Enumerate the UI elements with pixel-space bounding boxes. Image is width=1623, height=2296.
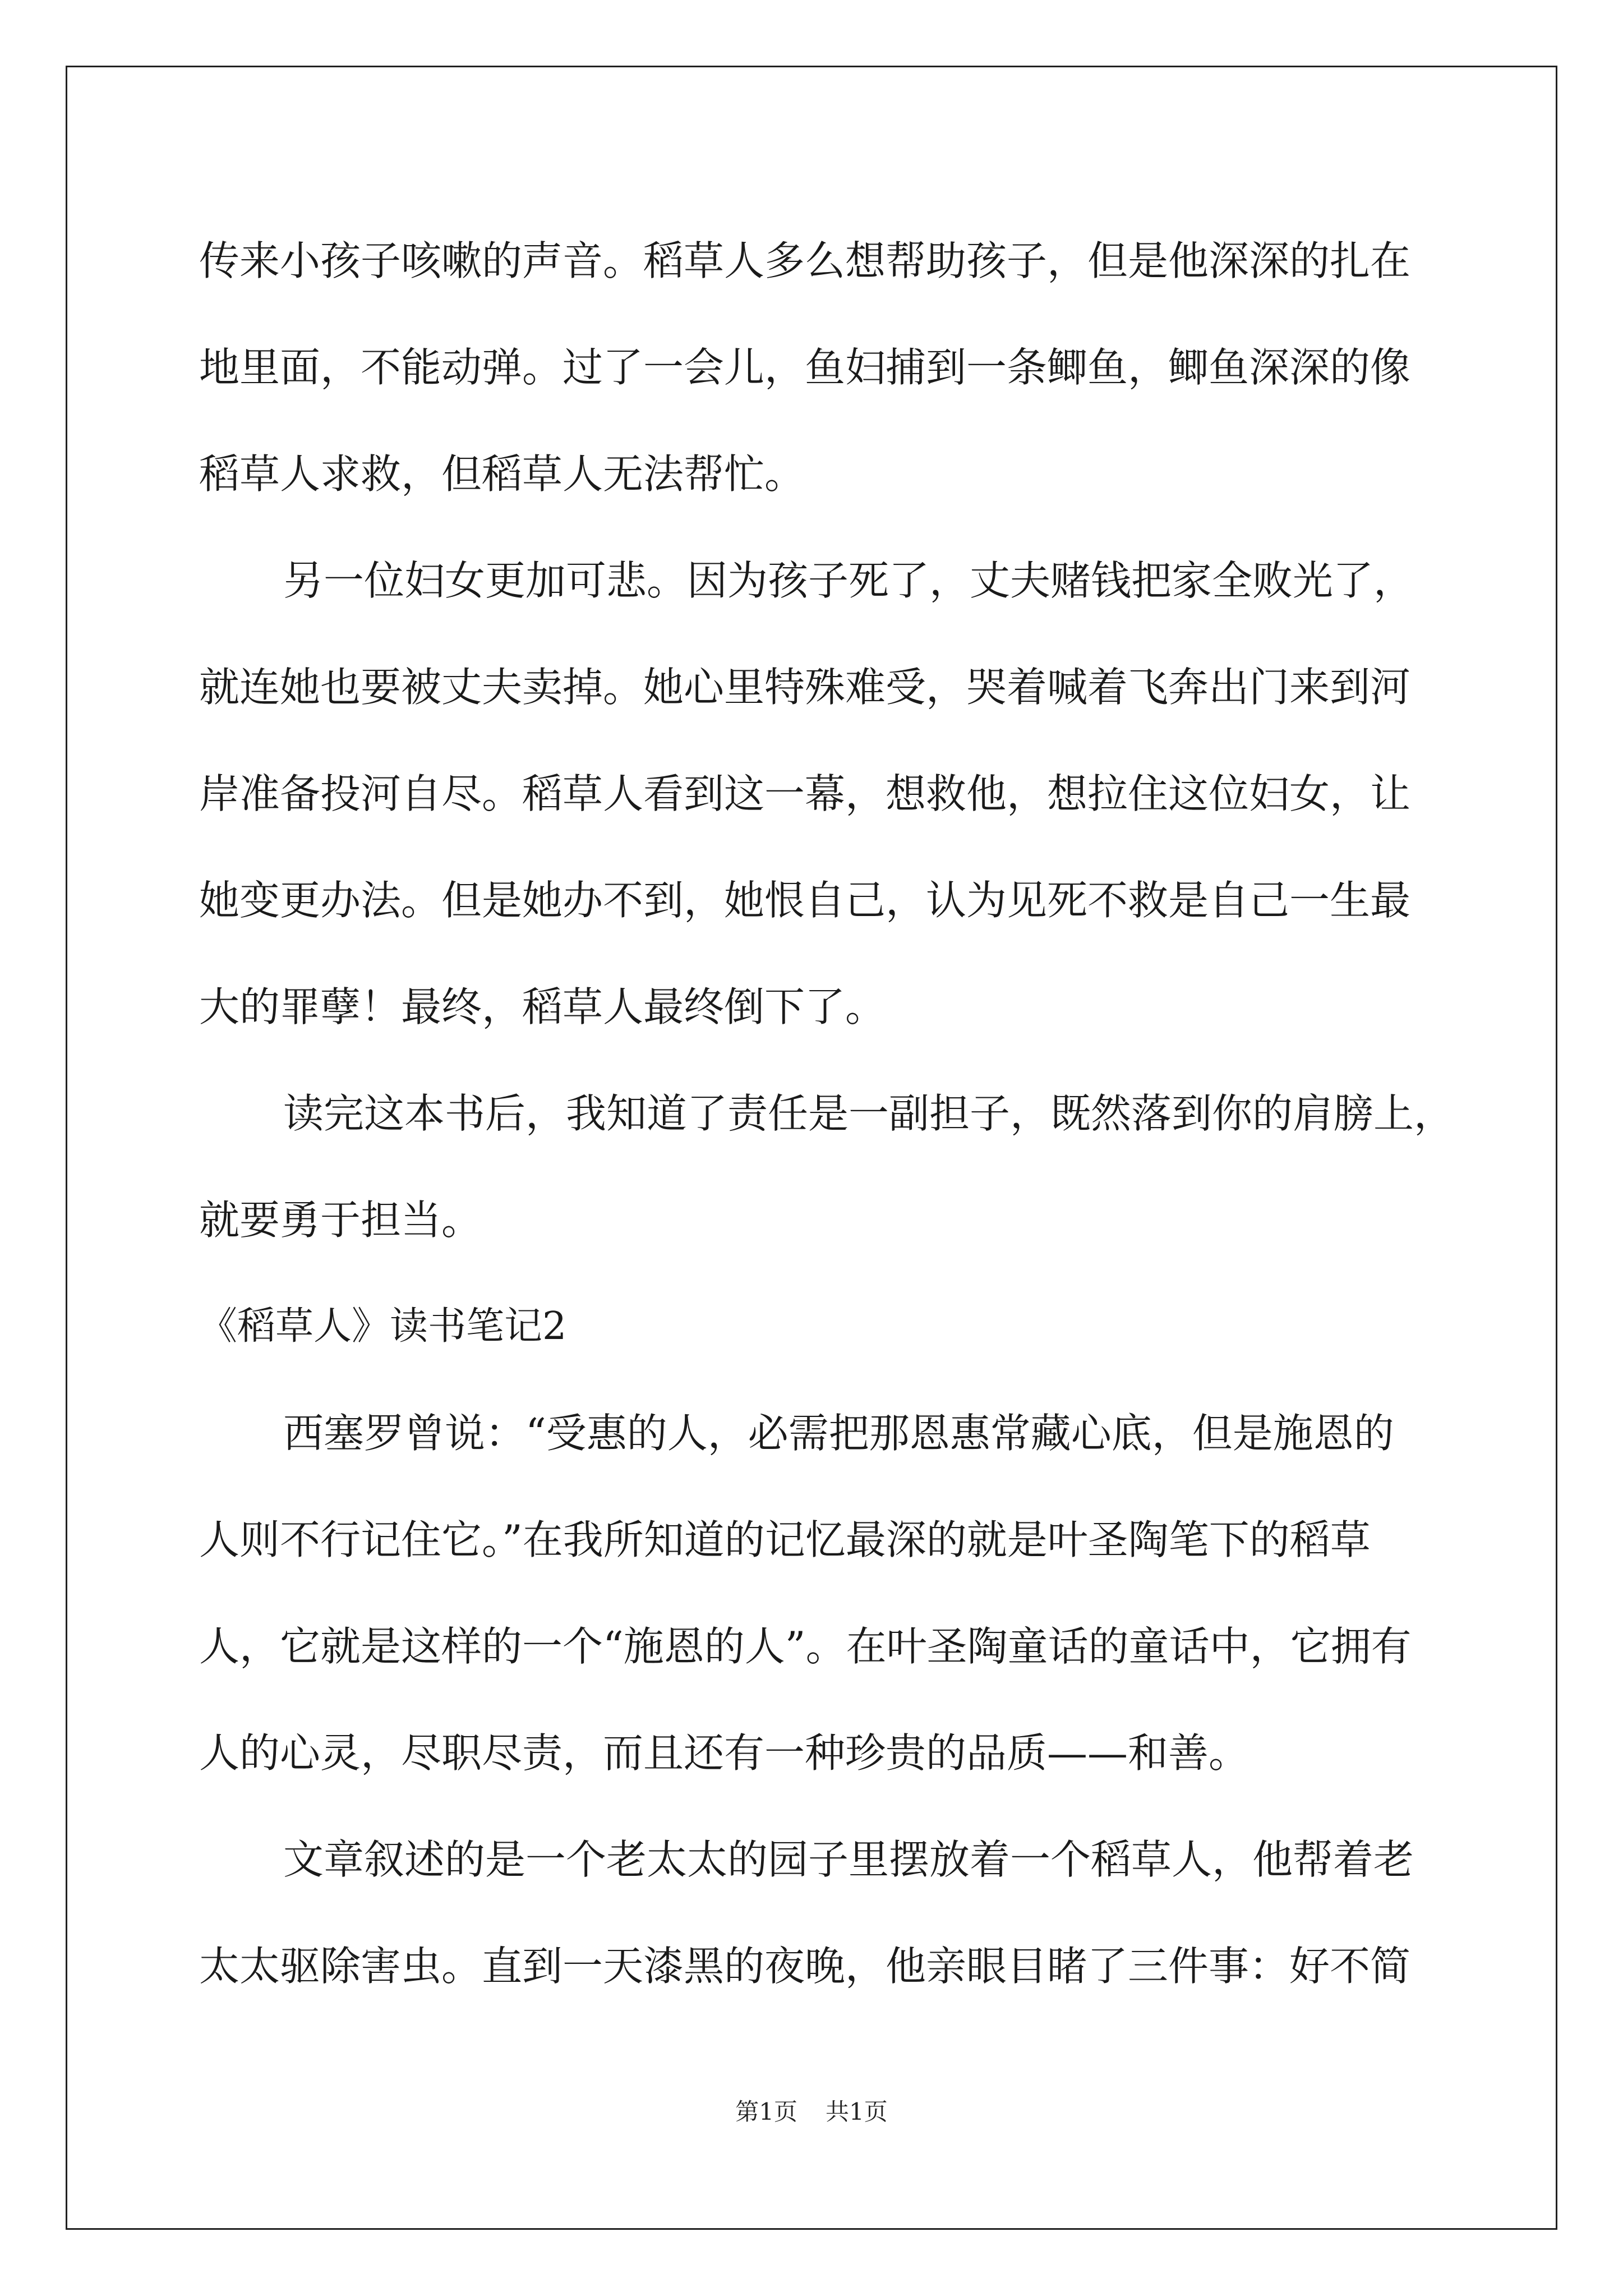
- text-line: 人则不行记住它。”在我所知道的记忆最深的就是叶圣陶笔下的稻草: [199, 1516, 1371, 1563]
- text-line: 人，它就是这样的一个“施恩的人”。在叶圣陶童话的童话中，它拥有: [199, 1623, 1412, 1670]
- text-line: 地里面，不能动弹。过了一会儿，鱼妇捕到一条鲫鱼，鲫鱼深深的像: [199, 344, 1411, 391]
- text-line: 传来小孩子咳嗽的声音。稻草人多么想帮助孩子，但是他深深的扎在: [199, 237, 1411, 284]
- text-line: 就要勇于担当。: [199, 1197, 482, 1244]
- text-line: 就连她也要被丈夫卖掉。她心里特殊难受，哭着喊着飞奔出门来到河: [199, 664, 1411, 711]
- paragraph-start: 西塞罗曾说：“受惠的人，必需把那恩惠常藏心底，但是施恩的: [283, 1410, 1394, 1457]
- text-line: 大的罪孽！最终，稻草人最终倒下了。: [199, 983, 886, 1030]
- text-line: 她变更办法。但是她办不到，她恨自己，认为见死不救是自己一生最: [199, 877, 1411, 924]
- text-line: 稻草人求救，但稻草人无法帮忙。: [199, 450, 805, 498]
- text-line: 太太驱除害虫。直到一天漆黑的夜晚，他亲眼目睹了三件事：好不简: [199, 1943, 1411, 1990]
- text-line: 岸准备投河自尽。稻草人看到这一幕，想救他，想拉住这位妇女，让: [199, 770, 1411, 817]
- paragraph-start: 文章叙述的是一个老太太的园子里摆放着一个稻草人，他帮着老: [283, 1836, 1414, 1883]
- paragraph-start: 读完这本书后，我知道了责任是一副担子，既然落到你的肩膀上，: [283, 1090, 1455, 1137]
- page-number: 第1页: [735, 2098, 797, 2125]
- document-body: [199, 208, 1455, 2019]
- paragraph-start: 另一位妇女更加可悲。因为孩子死了，丈夫赌钱把家全败光了，: [283, 557, 1414, 604]
- section-heading: 《稻草人》读书笔记2: [199, 1304, 567, 1349]
- text-line: 人的心灵，尽职尽责，而且还有一种珍贵的品质——和善。: [199, 1729, 1249, 1777]
- page-footer: [0, 2095, 1623, 2129]
- page-total: 共1页: [826, 2098, 888, 2125]
